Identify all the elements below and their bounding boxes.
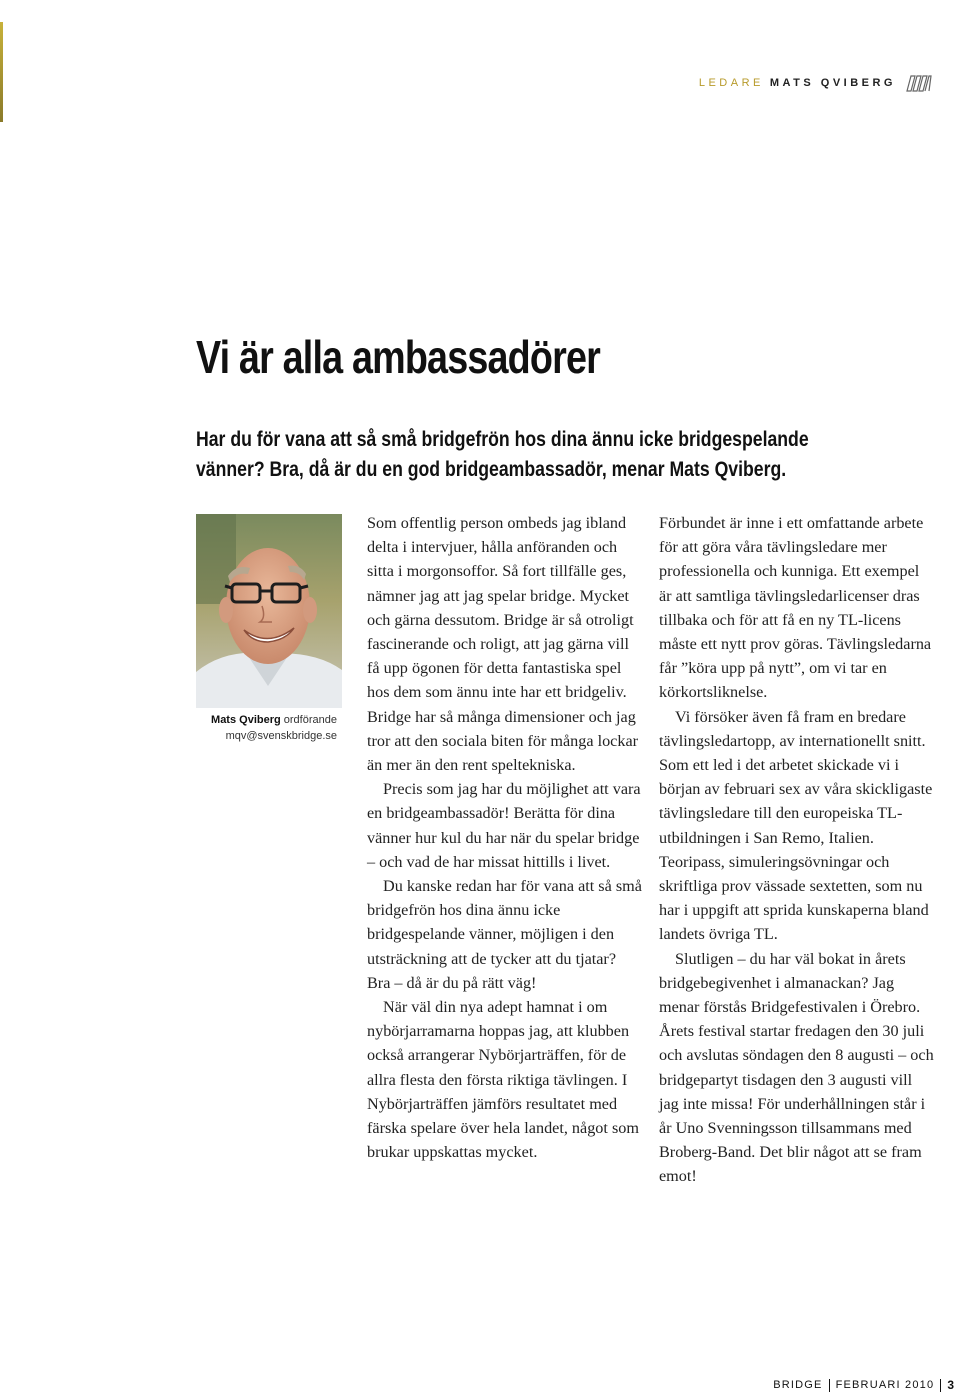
footer-divider	[940, 1379, 941, 1392]
author-caption	[180, 712, 337, 744]
author-name: Mats Qviberg	[211, 714, 281, 726]
issue-date: FEBRUARI 2010	[835, 1379, 935, 1391]
article-ingress: Har du för vana att så små bridgefrön hos dina ännu icke bridgespelande vänner? Bra, då är du en god bridgeambassadör, menar Mats Qviberg.	[196, 428, 809, 481]
body-column-1	[367, 511, 642, 1164]
body-paragraph: Vi försöker även få fram en bredare tävlingsledartopp, av internationellt snitt. Som ett led i det arbetet skickade vi i början av februari sex av våra skickligaste tävlingsledare till den europeiska TL-utbildningen i San Remo, Italien. Teoripass, simuleringsövningar och skriftliga prov vässade sextetten, som nu har i uppgift att sprida kunskaperna bland landets övriga TL.	[659, 707, 933, 944]
body-paragraph: När väl din nya adept hamnat i om nybörjarramarna hoppas jag, att klubben också arrangerar Nybörjarträffen, för de allra flesta den första riktiga tävlingen. I Nybörjarträffen jämförs resultatet med färska spelare över hela landet, något som brukar uppskattas mycket.	[367, 998, 639, 1162]
footer-divider	[829, 1379, 830, 1392]
section-label: LEDARE	[698, 77, 764, 89]
bridge-cards-icon	[904, 73, 932, 93]
author-photo	[196, 514, 342, 708]
article-title: Vi är alla ambassadörer	[196, 331, 601, 383]
body-column-2	[659, 511, 934, 1189]
section-author: MATS QVIBERG	[769, 77, 896, 89]
page-number: 3	[947, 1378, 954, 1392]
body-paragraph: Som offentlig person ombeds jag ibland delta i intervjuer, hålla anföranden och sitta i morgonsoffor. Så fort tillfälle ges, nämner jag att jag spelar bridge. Mycket och gärna dessutom. Bridge är så otroligt fascinerande och roligt, att jag gärna vill få upp ögonen för detta fantastiska spel hos dem som ännu inte har ett bridgeliv. Bridge har så många dimensioner och jag tror att den sociala biten för många lockar än mer än den rent speltekniska.	[367, 514, 639, 775]
author-role: ordförande	[283, 714, 337, 726]
author-email: mqv@svenskbridge.se	[225, 730, 337, 742]
body-paragraph: Precis som jag har du möjlighet att vara en bridgeambassadör! Berätta för dina vänner hur kul du har när du spelar bridge – och vad de har missat hittills i livet.	[367, 780, 641, 871]
page-header	[699, 72, 932, 94]
page-edge-mark	[0, 22, 3, 122]
body-paragraph: Slutligen – du har väl bokat in årets bridgebegivenhet i almanackan? Jag menar förstås Bridgefestivalen i Örebro. Årets festival startar fredagen den 30 juli och avslutas söndagen den 8 augusti – och bridgepartyt tisdagen den 3 augusti vill jag inte missa! För underhållningen står i år Uno Svenningsson tillsammans med Broberg-Band. Det blir något att se fram emot!	[659, 949, 934, 1186]
magazine-name: BRIDGE	[773, 1379, 823, 1391]
author-name-line	[180, 712, 337, 728]
body-paragraph: Förbundet är inne i ett omfattande arbete för att göra våra tävlingsledare mer professionella och kunniga. Ett exempel är att samtliga tävlingsledarlicenser dras tillbaka och för att få en ny TL-licens måste ett nytt prov göras. Tävlingsledarna får ”köra upp på nytt”, om vi tar en körkortsliknelse.	[659, 514, 932, 702]
page-footer	[773, 1378, 954, 1392]
body-paragraph: Du kanske redan har för vana att så små bridgefrön hos dina ännu icke bridgespelande vänner, möjligen i den utsträckning att de tycker att du tjatar? Bra – då är du på rätt väg!	[367, 877, 642, 992]
